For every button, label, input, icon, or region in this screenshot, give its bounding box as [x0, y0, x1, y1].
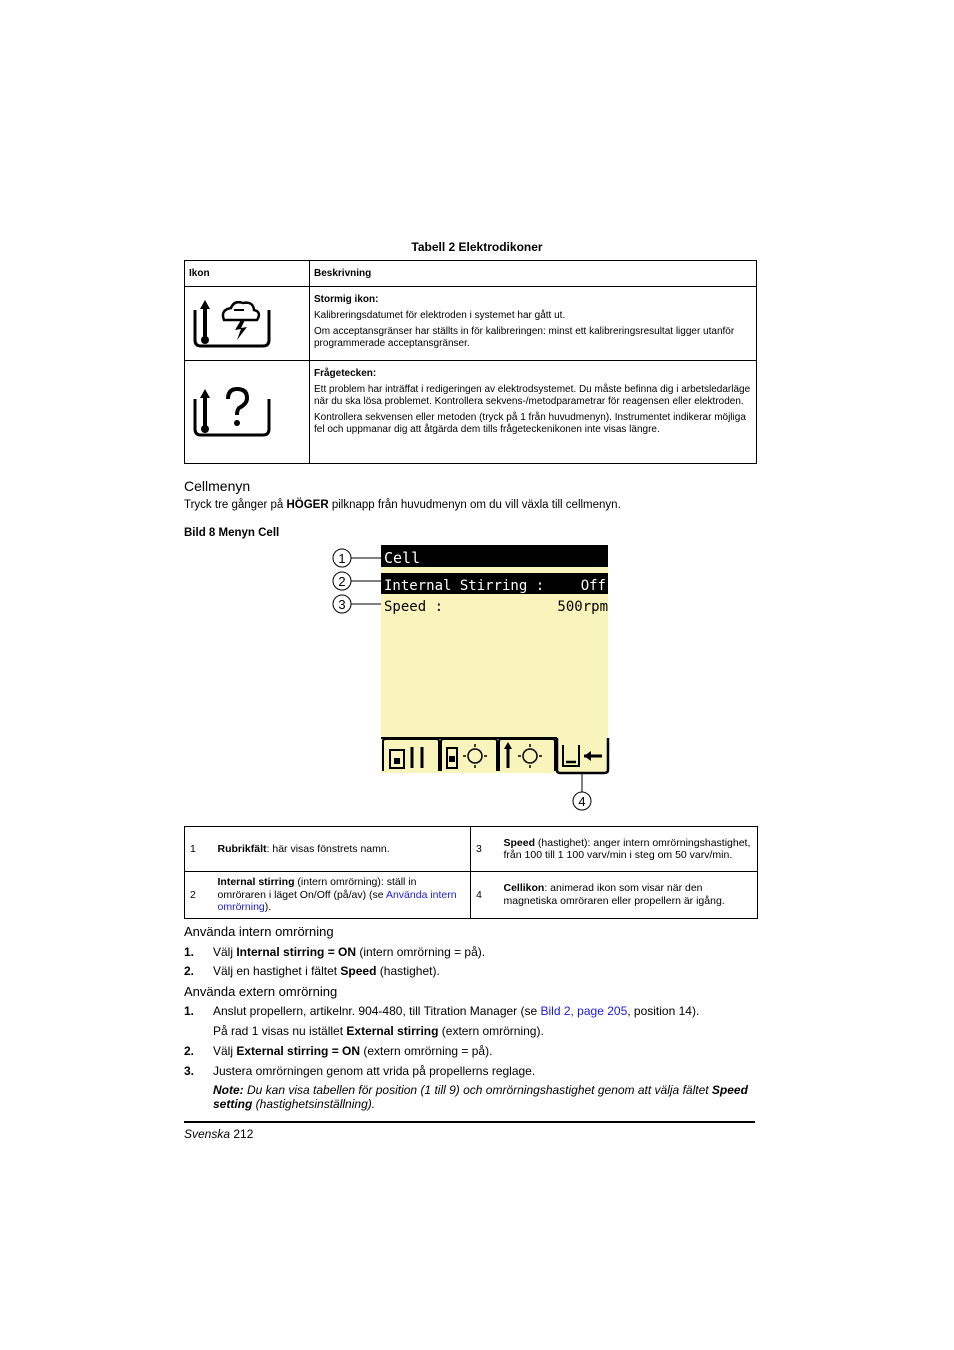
legend-number: 3 — [471, 827, 504, 872]
legend-text: Speed (hastighet): anger intern omrörningshastighet, från 100 till 1 100 varv/min i steg om 50 varv/min. — [504, 827, 758, 872]
cell-menu-figure — [330, 542, 620, 817]
lcd-row2-label: Speed : — [384, 599, 444, 615]
link-figure-2[interactable]: Bild 2, page 205 — [540, 1004, 628, 1018]
question-mark-electrode-icon — [191, 385, 273, 437]
legend-number: 4 — [471, 872, 504, 919]
lcd-title: Cell — [384, 549, 421, 567]
internal-stirring-heading: Använda intern omrörning — [184, 924, 334, 939]
section-heading: Cellmenyn — [184, 478, 251, 494]
table-row — [185, 872, 758, 919]
note: Note: Du kan visa tabellen för position (1 till 9) och omrörningshastighet genom att välja fältet Speed setting (hastighetsinställning). — [213, 1083, 748, 1111]
table-header-description: Beskrivning — [310, 261, 757, 287]
row-paragraph: Kalibreringsdatumet för elektroden i systemet har gått ut. — [314, 310, 566, 321]
callout-3 — [333, 595, 381, 613]
page-number: 212 — [233, 1127, 254, 1141]
table-row — [185, 361, 757, 464]
row-paragraph: Kontrollera sekvensen eller metoden (tryck på 1 från huvudmenyn). Instrumentet indikerar möjliga fel och uppmanar dig att åtgärda dem tills frågeteckenikonen inte visas längre. — [314, 412, 746, 435]
row-title: Frågetecken: — [314, 368, 377, 379]
legend-text: Internal stirring (intern omrörning): ställ in omröraren i läget On/Off (på/av) (se Använda intern omrörning). — [218, 872, 471, 919]
legend-number: 1 — [185, 827, 218, 872]
lcd-row2-value: 500rpm — [557, 599, 608, 615]
section-intro: Tryck tre gånger på HÖGER pilknapp från huvudmenyn om du vill växla till cellmenyn. — [184, 499, 621, 511]
footer-divider — [184, 1121, 755, 1123]
legend-text: Cellikon: animerad ikon som visar när den magnetiska omröraren eller propellern är igång. — [504, 872, 758, 919]
electrode-icons-table — [184, 260, 757, 464]
callout-2 — [333, 572, 381, 590]
table-header-icon: Ikon — [185, 261, 310, 287]
table-row — [185, 827, 758, 872]
table-caption: Tabell 2 Elektrodikoner — [411, 240, 543, 254]
row-paragraph: Om acceptansgränser har ställts in för kalibreringen: minst ett kalibreringsresultat ligger utanför programmerade acceptansgränser. — [314, 326, 735, 349]
row-paragraph: Ett problem har inträffat i redigeringen av elektrodsystemet. Du måste befinna dig i arbetsledarläge när du ska lösa problemet. Kontrollera sekvens-/metodparametrar för reagensen eller elektroden. — [314, 384, 751, 407]
svg-text:3: 3 — [338, 597, 346, 612]
figure-legend-table — [184, 826, 758, 919]
svg-text:1: 1 — [338, 551, 346, 566]
external-stirring-heading: Använda extern omrörning — [184, 984, 338, 999]
callout-1 — [333, 549, 381, 567]
lcd-row1-value: Off — [580, 578, 606, 594]
row-title: Stormig ikon: — [314, 294, 379, 305]
page-footer: Svenska 212 — [184, 1127, 254, 1141]
svg-text:4: 4 — [578, 794, 586, 809]
table-row — [185, 287, 757, 361]
link-internal-stirring[interactable]: Använda intern omrörning — [217, 888, 457, 913]
callout-4 — [573, 773, 591, 810]
svg-text:2: 2 — [338, 574, 346, 589]
lcd-row1-label: Internal Stirring : — [384, 578, 545, 594]
stormy-electrode-icon — [191, 296, 273, 348]
legend-number: 2 — [185, 872, 218, 919]
legend-text: Rubrikfält: här visas fönstrets namn. — [218, 827, 471, 872]
figure-caption: Bild 8 Menyn Cell — [184, 527, 280, 539]
